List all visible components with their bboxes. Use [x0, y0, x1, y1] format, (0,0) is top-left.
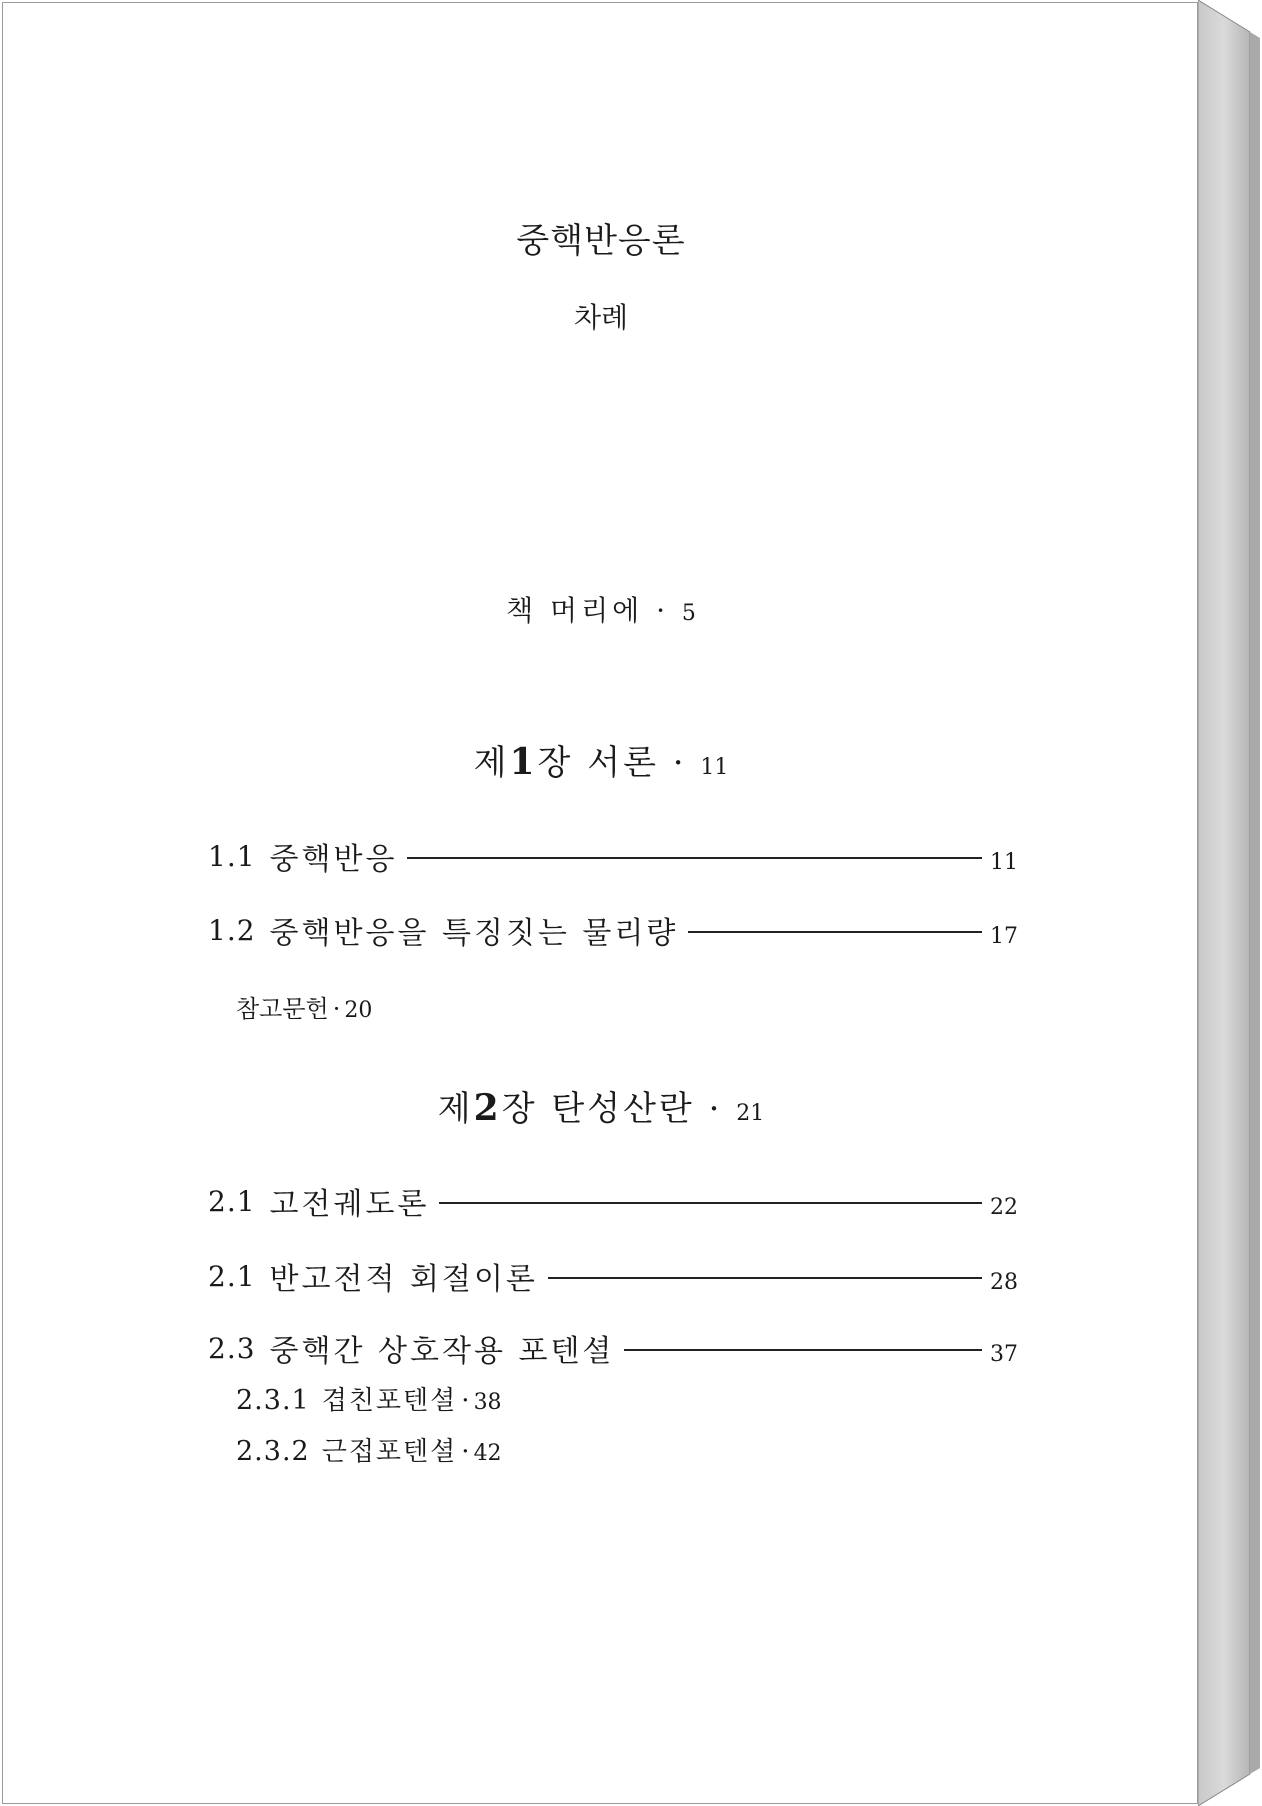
toc-entry-1-2[interactable] — [208, 909, 1018, 951]
preface-label: 책 머리에 — [506, 594, 644, 627]
section-number: 2.1 — [208, 1259, 256, 1293]
book-spine-edge — [1198, 0, 1260, 1806]
leader-line — [439, 1202, 982, 1204]
section-number: 2.3 — [208, 1331, 256, 1365]
chapter-title: 서론 — [587, 743, 659, 783]
section-number: 2.1 — [208, 1184, 256, 1218]
preface-separator: · — [656, 594, 669, 627]
chapter-prefix: 제 — [437, 1089, 474, 1129]
toc-entry-2-1[interactable] — [208, 1180, 1018, 1222]
chapter-unit: 장 — [501, 1089, 538, 1129]
toc-entry-preface[interactable] — [3, 589, 1198, 629]
chapter-2-heading[interactable] — [3, 1081, 1198, 1130]
subsection-page: 42 — [473, 1441, 502, 1466]
subsection-separator: · — [461, 1437, 470, 1467]
references-page: 20 — [344, 998, 373, 1023]
toc-heading: 차례 — [573, 301, 629, 334]
subsection-title: 근접포텐셜 — [321, 1437, 458, 1467]
leader-line — [407, 857, 982, 859]
section-number: 1.1 — [208, 839, 256, 873]
chapter-1-heading[interactable] — [3, 735, 1198, 784]
toc-entry-2-3-2[interactable] — [236, 1431, 502, 1468]
section-title: 중핵반응을 특징짓는 물리량 — [269, 916, 679, 951]
leader-line — [688, 931, 982, 933]
preface-page: 5 — [681, 601, 696, 626]
chapter-separator: · — [708, 1089, 723, 1129]
subsection-title: 겹친포텐셜 — [321, 1386, 458, 1416]
toc-entry-2-1-b[interactable] — [208, 1255, 1018, 1297]
section-title: 중핵간 상호작용 포텐셜 — [269, 1334, 615, 1369]
chapter-separator: · — [672, 743, 687, 783]
chapter-page: 11 — [700, 755, 729, 780]
toc-entry-1-1[interactable] — [208, 835, 1018, 877]
chapter-prefix: 제 — [473, 743, 510, 783]
section-page: 28 — [990, 1269, 1018, 1295]
leader-line — [624, 1349, 982, 1351]
toc-entry-2-3-1[interactable] — [236, 1380, 502, 1417]
subsection-separator: · — [461, 1386, 470, 1416]
section-page: 37 — [990, 1341, 1018, 1367]
section-page: 17 — [990, 923, 1018, 949]
chapter-number: 2 — [473, 1087, 502, 1129]
section-page: 22 — [990, 1194, 1018, 1220]
subsection-number: 2.3.2 — [236, 1436, 310, 1467]
book-title: 중핵반응론 — [516, 221, 686, 261]
subsection-number: 2.3.1 — [236, 1385, 310, 1416]
section-number: 1.2 — [208, 913, 256, 947]
chapter-number: 1 — [509, 741, 538, 783]
chapter-page: 21 — [736, 1101, 765, 1126]
section-title: 반고전적 회절이론 — [269, 1262, 538, 1297]
section-page: 11 — [990, 849, 1018, 875]
toc-entry-references[interactable] — [236, 989, 372, 1024]
leader-line — [548, 1277, 982, 1279]
references-label: 참고문헌 — [236, 995, 329, 1023]
references-separator: · — [332, 995, 341, 1023]
chapter-title: 탄성산란 — [551, 1089, 695, 1129]
section-title: 중핵반응 — [269, 842, 398, 877]
chapter-unit: 장 — [537, 743, 574, 783]
toc-entry-2-3[interactable] — [208, 1327, 1018, 1369]
section-title: 고전궤도론 — [269, 1187, 430, 1222]
book-page — [2, 2, 1198, 1804]
subsection-page: 38 — [473, 1390, 502, 1415]
